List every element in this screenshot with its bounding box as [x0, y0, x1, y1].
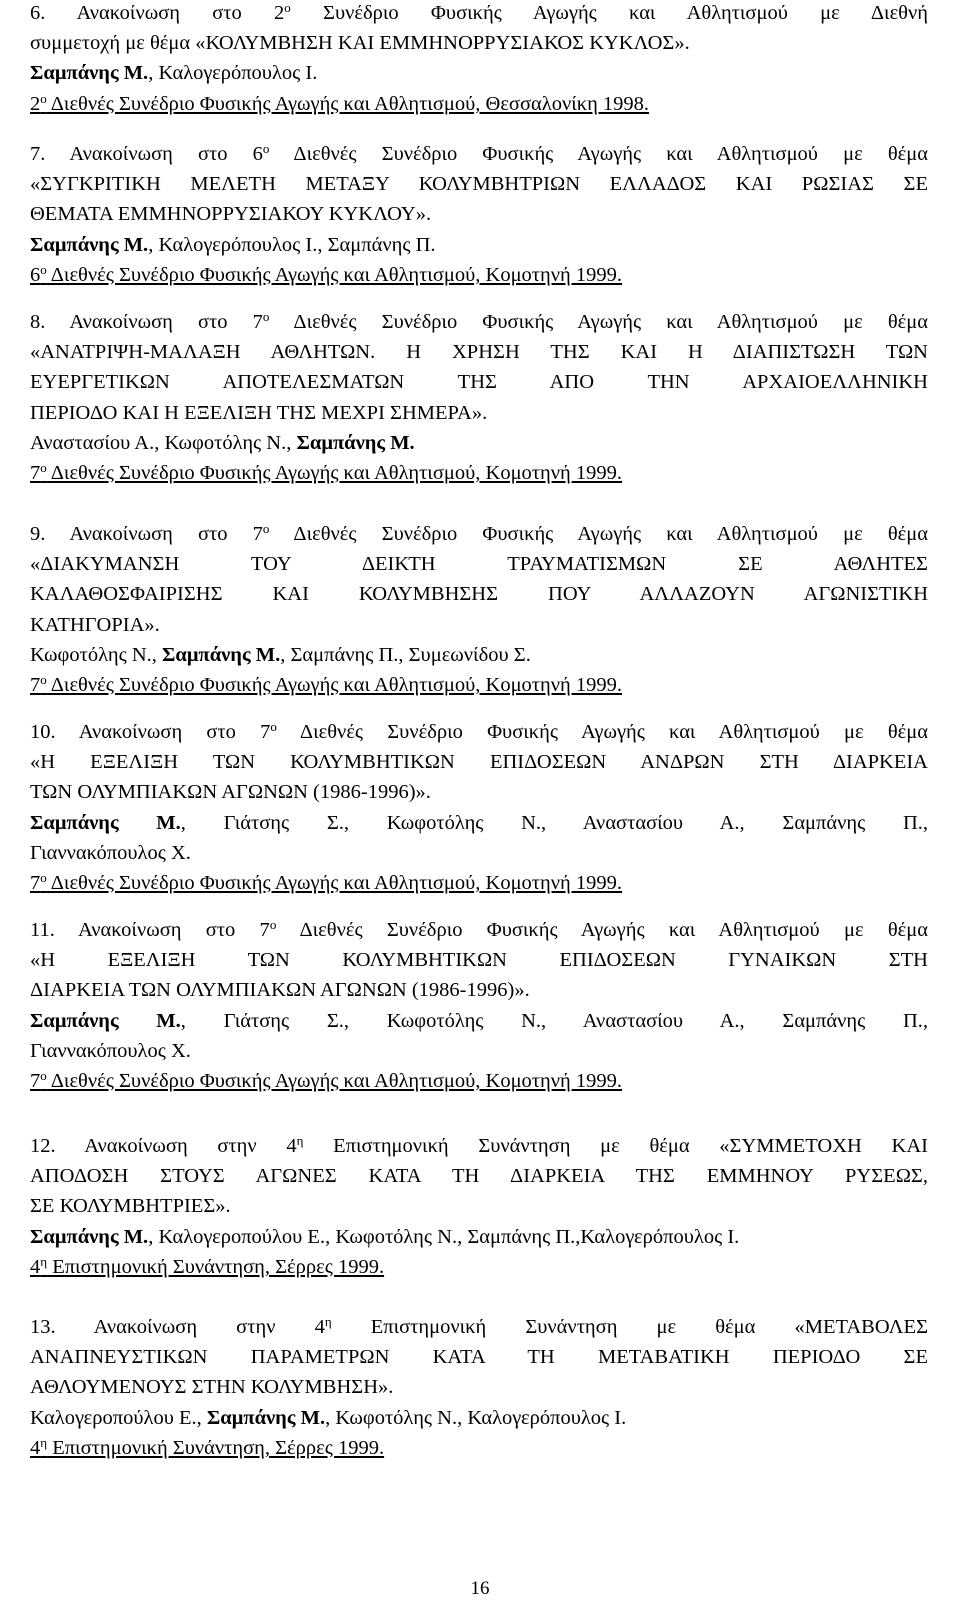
text-run: συμμετοχή με θέμα «ΚΟΛΥΜΒΗΣΗ ΚΑΙ ΕΜΜΗΝΟΡΡΥΣΙΑΚΟΣ ΚΥΚΛΟΣ». [30, 32, 690, 54]
event-venue-line [30, 92, 649, 116]
text-run: Επιστημονική Συνάντηση με θέμα «ΜΕΤΑΒΟΛΕΣ [331, 1316, 928, 1338]
ordinal-superscript: ο [40, 261, 47, 277]
text-run: ΚΑΤΗΓΟΡΙΑ». [30, 614, 160, 636]
entry-line [30, 750, 928, 774]
event-venue-line [30, 1255, 384, 1279]
text-run: Καλογεροπούλου Ε., [30, 1407, 207, 1429]
text-run: Συνέδριο Φυσικής Αγωγής και Αθλητισμού με Διεθνή [290, 2, 928, 24]
text-run: 10. Ανακοίνωση στο 7 [30, 721, 271, 743]
highlighted-author: Σαμπάνης Μ. [206, 1407, 326, 1429]
publication-entry [30, 142, 928, 293]
entry-line [30, 1009, 928, 1033]
text-run: Διεθνές Συνέδριο Φυσικής Αγωγής και Αθλητισμού, Κομοτηνή 1999. [46, 1070, 623, 1092]
entry-line [30, 613, 160, 637]
text-run: Κωφοτόλης Ν., [30, 644, 163, 666]
entry-line [30, 1, 928, 25]
ordinal-superscript: ο [40, 459, 47, 475]
highlighted-author: Σαμπάνης Μ. [30, 1226, 149, 1248]
text-run: Αναστασίου Α., Κωφοτόλης Ν., [30, 432, 297, 454]
text-run: «ΑΝΑΤΡΙΨΗ-ΜΑΛΑΞΗ ΑΘΛΗΤΩΝ. Η ΧΡΗΣΗ ΤΗΣ ΚΑΙ Η ΔΙΑΠΙΣΤΩΣΗ ΤΩΝ [30, 341, 928, 363]
underlined-venue [30, 1253, 385, 1278]
text-run: Διεθνές Συνέδριο Φυσικής Αγωγής και Αθλητισμού, Κομοτηνή 1999. [46, 264, 623, 286]
entry-line [30, 431, 415, 455]
text-run: ΑΝΑΠΝΕΥΣΤΙΚΩΝ ΠΑΡΑΜΕΤΡΩΝ ΚΑΤΑ ΤΗ ΜΕΤΑΒΑΤΙΚΗ ΠΕΡΙΟΔΟ ΣΕ [30, 1346, 928, 1368]
text-run: Διεθνές Συνέδριο Φυσικής Αγωγής και Αθλητισμού με θέμα [269, 523, 928, 545]
event-venue-line [30, 871, 622, 895]
text-run: , Γιάτσης Σ., Κωφοτόλης Ν., Αναστασίου Α., Σαμπάνης Π., [180, 812, 929, 834]
ordinal-superscript: ο [262, 520, 270, 536]
entry-line [30, 401, 487, 425]
text-run: 9. Ανακοίνωση στο 7 [30, 523, 263, 545]
ordinal-superscript: ο [284, 0, 291, 15]
text-run: ΚΑΛΑΘΟΣΦΑΙΡΙΣΗΣ ΚΑΙ ΚΟΛΥΜΒΗΣΗΣ ΠΟΥ ΑΛΛΑΖΟΥΝ ΑΓΩΝΙΣΤΙΚΗ [30, 583, 928, 605]
text-run: , Σαμπάνης Π., Συμεωνίδου Σ. [280, 644, 531, 666]
event-venue-line [30, 1436, 384, 1460]
publication-entry [30, 522, 928, 703]
text-run: ΘΕΜΑΤΑ ΕΜΜΗΝΟΡΡΥΣΙΑΚΟΥ ΚΥΚΛΟΥ». [30, 203, 432, 225]
publication-entry [30, 720, 928, 901]
event-venue-line [30, 461, 622, 485]
entry-line [30, 841, 191, 865]
entry-line [30, 31, 690, 55]
entry-line [30, 1039, 191, 1063]
text-run: Διεθνές Συνέδριο Φυσικής Αγωγής και Αθλητισμού, Θεσσαλονίκη 1998. [46, 93, 650, 115]
ordinal-superscript: η [40, 1253, 48, 1269]
text-run: 7. Ανακοίνωση στο 6 [30, 143, 263, 165]
highlighted-author: Σαμπάνης Μ. [30, 62, 149, 84]
text-run: 4 [30, 1256, 41, 1278]
publication-entry [30, 310, 928, 491]
text-run: Γιαννακόπουλος Χ. [30, 842, 191, 864]
highlighted-author: Σαμπάνης Μ. [162, 644, 281, 666]
ordinal-superscript: ο [40, 671, 47, 687]
text-run: «ΣΥΓΚΡΙΤΙΚΗ ΜΕΛΕΤΗ ΜΕΤΑΞΥ ΚΟΛΥΜΒΗΤΡΙΩΝ ΕΛΛΑΔΟΣ ΚΑΙ ΡΩΣΙΑΣ ΣΕ [30, 173, 928, 195]
entry-line [30, 172, 928, 196]
publication-entry [30, 1134, 928, 1285]
text-run: Διεθνές Συνέδριο Φυσικής Αγωγής και Αθλητισμού με θέμα [269, 143, 928, 165]
page-number: 16 [470, 1578, 490, 1599]
entry-line [30, 1315, 928, 1339]
highlighted-author: Σαμπάνης Μ. [30, 1010, 181, 1032]
ordinal-superscript: ο [270, 718, 277, 734]
highlighted-author: Σαμπάνης Μ. [30, 234, 149, 256]
text-run: 7 [30, 674, 41, 696]
underlined-venue [30, 1067, 623, 1092]
text-run: 6. Ανακοίνωση στο 2 [30, 2, 285, 24]
text-run: Επιστημονική Συνάντηση, Σέρρες 1999. [47, 1256, 385, 1278]
underlined-venue [30, 1434, 385, 1459]
entry-line [30, 780, 431, 804]
entry-line [30, 142, 928, 166]
entry-line [30, 522, 928, 546]
entry-line [30, 948, 928, 972]
text-run: , Καλογερόπουλος Ι. [148, 62, 318, 84]
text-run: 12. Ανακοίνωση στην 4 [30, 1135, 297, 1157]
highlighted-author: Σαμπάνης Μ. [30, 812, 181, 834]
text-run: Διεθνές Συνέδριο Φυσικής Αγωγής και Αθλητισμού με θέμα [276, 919, 928, 941]
entry-line [30, 1134, 928, 1158]
highlighted-author: Σαμπάνης Μ. [296, 432, 415, 454]
ordinal-superscript: ο [262, 140, 270, 156]
text-run: Διεθνές Συνέδριο Φυσικής Αγωγής και Αθλητισμού με θέμα [269, 311, 928, 333]
event-venue-line [30, 673, 622, 697]
publication-entry [30, 1, 928, 122]
publication-entry [30, 1315, 928, 1466]
entry-line [30, 643, 531, 667]
entry-line [30, 1375, 393, 1399]
publication-entry [30, 918, 928, 1099]
text-run: Επιστημονική Συνάντηση, Σέρρες 1999. [47, 1437, 385, 1459]
text-run: ΑΘΛΟΥΜΕΝΟΥΣ ΣΤΗΝ ΚΟΛΥΜΒΗΣΗ». [30, 1376, 394, 1398]
ordinal-superscript: ο [40, 90, 47, 106]
text-run: , Κωφοτόλης Ν., Καλογερόπουλος Ι. [325, 1407, 627, 1429]
text-run: 13. Ανακοίνωση στην 4 [30, 1316, 325, 1338]
ordinal-superscript: η [40, 1434, 48, 1450]
text-run: «Η ΕΞΕΛΙΞΗ ΤΩΝ ΚΟΛΥΜΒΗΤΙΚΩΝ ΕΠΙΔΟΣΕΩΝ ΓΥΝΑΙΚΩΝ ΣΤΗ [30, 949, 928, 971]
text-run: Διεθνές Συνέδριο Φυσικής Αγωγής και Αθλητισμού, Κομοτηνή 1999. [46, 674, 623, 696]
text-run: Διεθνές Συνέδριο Φυσικής Αγωγής και Αθλητισμού, Κομοτηνή 1999. [46, 462, 623, 484]
text-run: ΤΩΝ ΟΛΥΜΠΙΑΚΩΝ ΑΓΩΝΩΝ (1986-1996)». [30, 781, 431, 803]
text-run: «ΔΙΑΚΥΜΑΝΣΗ ΤΟΥ ΔΕΙΚΤΗ ΤΡΑΥΜΑΤΙΣΜΩΝ ΣΕ ΑΘΛΗΤΕΣ [30, 553, 928, 575]
text-run: «Η ΕΞΕΛΙΞΗ ΤΩΝ ΚΟΛΥΜΒΗΤΙΚΩΝ ΕΠΙΔΟΣΕΩΝ ΑΝΔΡΩΝ ΣΤΗ ΔΙΑΡΚΕΙΑ [30, 751, 928, 773]
text-run: 8. Ανακοίνωση στο 7 [30, 311, 263, 333]
entry-line [30, 340, 928, 364]
ordinal-superscript: ο [40, 869, 47, 885]
text-run: ΔΙΑΡΚΕΙΑ ΤΩΝ ΟΛΥΜΠΙΑΚΩΝ ΑΓΩΝΩΝ (1986-1996)». [30, 979, 530, 1001]
underlined-venue [30, 90, 650, 115]
entry-line [30, 310, 928, 334]
underlined-venue [30, 671, 623, 696]
text-run: , Γιάτσης Σ., Κωφοτόλης Ν., Αναστασίου Α., Σαμπάνης Π., [180, 1010, 929, 1032]
underlined-venue [30, 459, 623, 484]
text-run: ΕΥΕΡΓΕΤΙΚΩΝ ΑΠΟΤΕΛΕΣΜΑΤΩΝ ΤΗΣ ΑΠΟ ΤΗΝ ΑΡΧΑΙΟΕΛΛΗΝΙΚΗ [30, 371, 928, 393]
entry-line [30, 552, 928, 576]
entry-line [30, 202, 431, 226]
text-run: 6 [30, 264, 41, 286]
ordinal-superscript: ο [40, 1067, 47, 1083]
ordinal-superscript: η [296, 1132, 304, 1148]
text-run: 7 [30, 462, 41, 484]
entry-line [30, 61, 317, 85]
event-venue-line [30, 1069, 622, 1093]
entry-line [30, 1164, 928, 1188]
entry-line [30, 233, 436, 257]
entry-line [30, 978, 530, 1002]
entry-line [30, 918, 928, 942]
ordinal-superscript: ο [262, 308, 270, 324]
entry-line [30, 1225, 739, 1249]
entry-line [30, 1194, 231, 1218]
entry-line [30, 720, 928, 744]
entry-line [30, 1406, 626, 1430]
text-run: 7 [30, 872, 41, 894]
text-run: 4 [30, 1437, 41, 1459]
text-run: 7 [30, 1070, 41, 1092]
text-run: ΠΕΡΙΟΔΟ ΚΑΙ Η ΕΞΕΛΙΞΗ ΤΗΣ ΜΕΧΡΙ ΣΗΜΕΡΑ». [30, 402, 488, 424]
text-run: Γιαννακόπουλος Χ. [30, 1040, 191, 1062]
underlined-venue [30, 869, 623, 894]
text-run: Επιστημονική Συνάντηση με θέμα «ΣΥΜΜΕΤΟΧΗ ΚΑΙ [303, 1135, 928, 1157]
underlined-venue [30, 261, 623, 286]
text-run: Διεθνές Συνέδριο Φυσικής Αγωγής και Αθλητισμού, Κομοτηνή 1999. [46, 872, 623, 894]
text-run: , Καλογεροπούλου Ε., Κωφοτόλης Ν., Σαμπάνης Π.,Καλογερόπουλος Ι. [148, 1226, 740, 1248]
text-run: , Καλογερόπουλος Ι., Σαμπάνης Π. [148, 234, 436, 256]
entry-line [30, 582, 928, 606]
entry-line [30, 370, 928, 394]
text-run: 2 [30, 93, 41, 115]
ordinal-superscript: ο [269, 916, 277, 932]
text-run: Διεθνές Συνέδριο Φυσικής Αγωγής και Αθλητισμού με θέμα [276, 721, 928, 743]
ordinal-superscript: η [324, 1313, 332, 1329]
text-run: 11. Ανακοίνωση στο 7 [30, 919, 270, 941]
event-venue-line [30, 263, 622, 287]
text-run: ΣΕ ΚΟΛΥΜΒΗΤΡΙΕΣ». [30, 1195, 231, 1217]
text-run: ΑΠΟΔΟΣΗ ΣΤΟΥΣ ΑΓΩΝΕΣ ΚΑΤΑ ΤΗ ΔΙΑΡΚΕΙΑ ΤΗΣ ΕΜΜΗΝΟΥ ΡΥΣΕΩΣ, [30, 1165, 928, 1187]
entry-line [30, 1345, 928, 1369]
entry-line [30, 811, 928, 835]
